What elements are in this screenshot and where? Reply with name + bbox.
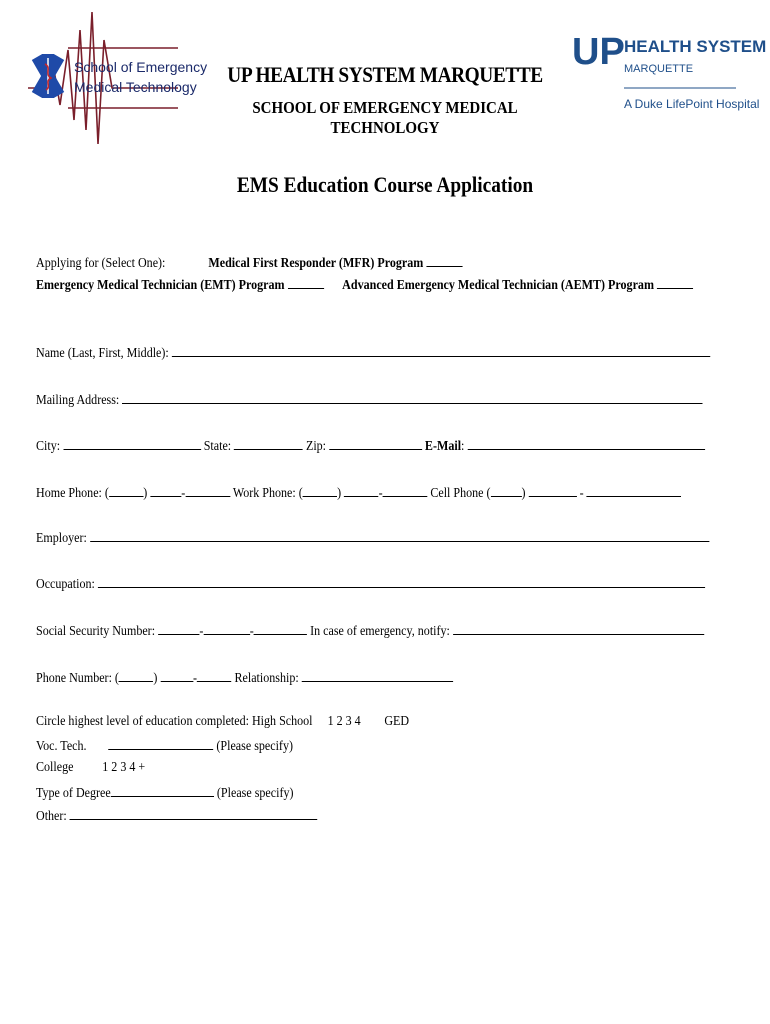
voc-specify-label: (Please specify) xyxy=(216,739,293,754)
emergency-prefix-field[interactable] xyxy=(160,669,193,682)
city-row: City: State: Zip: E-Mail: xyxy=(36,437,705,455)
emergency-phone-label: Phone Number: ( xyxy=(36,671,119,686)
voc-tech-row xyxy=(36,737,293,755)
occupation-field[interactable] xyxy=(98,575,705,588)
degree-row xyxy=(36,784,293,802)
city-field[interactable] xyxy=(63,437,201,450)
other-label: Other: xyxy=(36,809,67,824)
name-field[interactable] xyxy=(172,344,710,357)
voc-tech-field[interactable] xyxy=(108,737,213,750)
phones-row: Home Phone: ( ) - Work Phone: ( ) - Cell Phone ( ) - xyxy=(36,484,681,502)
mfr-option: Medical First Responder (MFR) Program xyxy=(208,256,424,271)
zip-field[interactable] xyxy=(329,437,422,450)
form-title: EMS Education Course Application xyxy=(236,172,534,197)
high-school-levels[interactable]: 1 2 3 4 xyxy=(327,714,361,729)
ssn-part3-field[interactable] xyxy=(254,622,307,635)
cell-prefix-field[interactable] xyxy=(529,484,577,497)
other-field[interactable] xyxy=(70,807,318,820)
employer-label: Employer: xyxy=(36,531,87,546)
applying-row-1 xyxy=(36,254,462,272)
mfr-blank[interactable] xyxy=(426,254,462,267)
ssn-row: Social Security Number: - - In case of emergency, notify: xyxy=(36,622,704,640)
ged-option[interactable]: GED xyxy=(384,714,410,729)
cell-line-field[interactable] xyxy=(587,484,682,497)
school-logo xyxy=(28,10,208,146)
aemt-option: Advanced Emergency Medical Technician (AEMT) Program xyxy=(342,278,654,293)
education-label: Circle highest level of education completed: High School xyxy=(36,714,313,729)
work-phone-label: Work Phone: ( xyxy=(232,486,303,501)
mailing-label: Mailing Address: xyxy=(36,393,120,408)
svg-text:School of Emergency: School of Emergency xyxy=(74,59,208,75)
home-area-field[interactable] xyxy=(109,484,143,497)
college-label: College xyxy=(36,760,74,775)
employer-field[interactable] xyxy=(90,529,709,542)
cell-phone-label: Cell Phone ( xyxy=(430,486,491,501)
home-phone-label: Home Phone: ( xyxy=(36,486,109,501)
work-prefix-field[interactable] xyxy=(344,484,378,497)
mailing-row xyxy=(36,391,703,409)
applying-label: Applying for (Select One): xyxy=(36,256,166,271)
home-line-field[interactable] xyxy=(185,484,230,497)
svg-text:A Duke LifePoint Hospital: A Duke LifePoint Hospital xyxy=(624,97,760,111)
other-row xyxy=(36,807,317,825)
up-health-system-logo xyxy=(572,30,767,118)
emt-blank[interactable] xyxy=(288,276,324,289)
applying-row-2 xyxy=(36,276,693,294)
ssn-part2-field[interactable] xyxy=(203,622,249,635)
degree-field[interactable] xyxy=(111,784,214,797)
cell-area-field[interactable] xyxy=(491,484,522,497)
name-label: Name (Last, First, Middle): xyxy=(36,346,169,361)
emt-option: Emergency Medical Technician (EMT) Program xyxy=(36,278,285,293)
email-field[interactable] xyxy=(467,437,704,450)
degree-specify-label: (Please specify) xyxy=(216,786,294,801)
svg-text:Medical Technology: Medical Technology xyxy=(74,79,197,95)
college-levels[interactable]: 1 2 3 4 + xyxy=(102,760,146,775)
employer-row xyxy=(36,529,709,547)
name-row xyxy=(36,344,710,362)
emergency-line-field[interactable] xyxy=(197,669,231,682)
work-area-field[interactable] xyxy=(303,484,337,497)
zip-label: Zip: xyxy=(305,439,327,454)
svg-text:HEALTH SYSTEM: HEALTH SYSTEM xyxy=(624,37,767,56)
svg-text:MARQUETTE: MARQUETTE xyxy=(624,63,694,75)
occupation-row xyxy=(36,575,705,593)
relationship-field[interactable] xyxy=(302,669,453,682)
mailing-field[interactable] xyxy=(122,391,703,404)
state-label: State: xyxy=(203,439,232,454)
school-title: SCHOOL OF EMERGENCY MEDICAL TECHNOLOGY xyxy=(252,98,518,137)
college-row xyxy=(36,760,145,776)
emergency-contact-field[interactable] xyxy=(453,622,704,635)
state-field[interactable] xyxy=(234,437,303,450)
aemt-blank[interactable] xyxy=(657,276,693,289)
work-line-field[interactable] xyxy=(383,484,428,497)
relationship-label: Relationship: xyxy=(234,671,299,686)
home-prefix-field[interactable] xyxy=(150,484,181,497)
ssn-label: Social Security Number: xyxy=(36,624,156,639)
city-label: City: xyxy=(36,439,61,454)
degree-label: Type of Degree xyxy=(36,786,111,801)
ssn-part1-field[interactable] xyxy=(158,622,199,635)
education-row xyxy=(36,714,409,730)
organization-title: UP HEALTH SYSTEM MARQUETTE xyxy=(227,62,543,87)
emergency-area-field[interactable] xyxy=(119,669,153,682)
emergency-phone-row: Phone Number: ( ) - Relationship: xyxy=(36,669,453,687)
occupation-label: Occupation: xyxy=(36,577,95,592)
emergency-label: In case of emergency, notify: xyxy=(310,624,450,639)
svg-text:UP: UP xyxy=(572,31,625,73)
voc-tech-label: Voc. Tech. xyxy=(36,739,87,754)
email-label: E-Mail xyxy=(424,439,462,454)
